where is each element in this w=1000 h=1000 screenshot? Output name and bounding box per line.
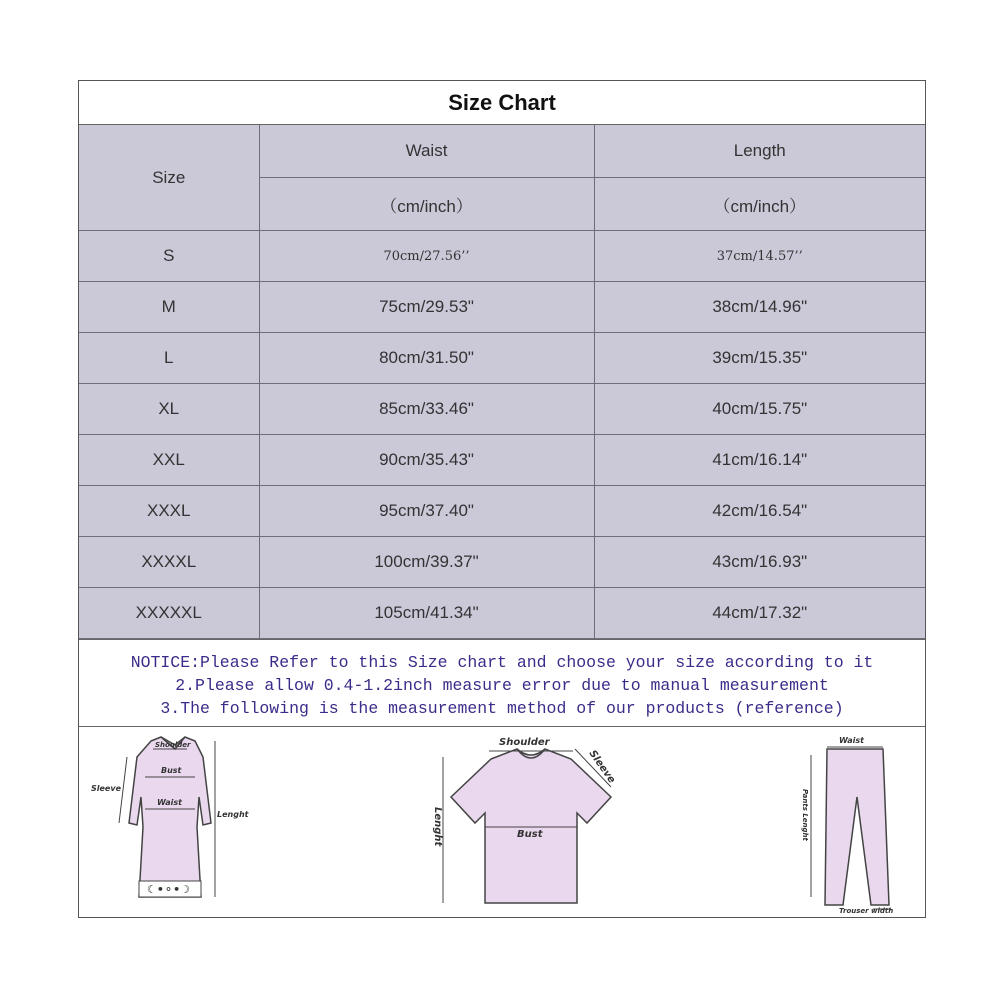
size-cell: L	[79, 333, 259, 384]
header-row	[79, 125, 925, 178]
waist-cell: 95cm/37.40"	[259, 486, 594, 537]
tshirt-sleeve-label: Sleeve	[586, 748, 618, 786]
notice-line: 3.The following is the measurement method of our products (reference)	[160, 699, 844, 718]
dress-length-label: Lenght	[217, 810, 249, 819]
length-cell: 37cm/14.57’’	[594, 231, 925, 282]
size-cell: XXXL	[79, 486, 259, 537]
waist-cell: 70cm/27.56’’	[259, 231, 594, 282]
waist-cell: 90cm/35.43"	[259, 435, 594, 486]
length-unit: （cm/inch）	[594, 178, 925, 231]
table-row	[79, 231, 925, 282]
size-chart-title: Size Chart	[79, 81, 925, 125]
length-cell: 38cm/14.96"	[594, 282, 925, 333]
dress-shoulder-label: Shoulder	[155, 741, 191, 749]
size-header: Size	[79, 125, 259, 231]
tshirt-length-label: Lenght	[432, 807, 443, 847]
waist-cell: 85cm/33.46"	[259, 384, 594, 435]
waist-cell: 75cm/29.53"	[259, 282, 594, 333]
size-table	[79, 125, 925, 639]
size-cell: XXXXXL	[79, 588, 259, 639]
waist-cell: 80cm/31.50"	[259, 333, 594, 384]
pants-waist-label: Waist	[839, 736, 865, 745]
table-row	[79, 537, 925, 588]
length-cell: 40cm/15.75"	[594, 384, 925, 435]
dress-diagram	[91, 737, 250, 897]
pants-diagram	[801, 736, 893, 915]
table-row	[79, 384, 925, 435]
length-cell: 39cm/15.35"	[594, 333, 925, 384]
size-cell: S	[79, 231, 259, 282]
table-row	[79, 282, 925, 333]
notice-line: 2.Please allow 0.4-1.2inch measure error due to manual measurement	[175, 676, 829, 695]
table-row	[79, 435, 925, 486]
pants-length-label: Pants Lenght	[801, 789, 809, 841]
waist-cell: 105cm/41.34"	[259, 588, 594, 639]
tshirt-shoulder-label: Shoulder	[499, 737, 550, 748]
table-row	[79, 333, 925, 384]
length-cell: 44cm/17.32"	[594, 588, 925, 639]
size-cell: XL	[79, 384, 259, 435]
tshirt-bust-label: Bust	[517, 829, 543, 840]
table-row	[79, 486, 925, 537]
dress-shape	[129, 737, 211, 897]
tshirt-shape	[451, 749, 611, 903]
measurement-diagrams	[79, 727, 925, 917]
dress-bust-label: Bust	[161, 766, 182, 775]
pants-width-label: Trouser width	[839, 907, 894, 915]
size-cell: M	[79, 282, 259, 333]
waist-header: Waist	[259, 125, 594, 178]
length-cell: 42cm/16.54"	[594, 486, 925, 537]
notice-line: NOTICE:Please Refer to this Size chart and choose your size according to it	[130, 653, 874, 672]
pants-shape	[825, 749, 889, 905]
size-cell: XXXXL	[79, 537, 259, 588]
size-chart-frame	[78, 80, 926, 918]
dress-waist-label: Waist	[157, 798, 183, 807]
size-cell: XXL	[79, 435, 259, 486]
table-row	[79, 588, 925, 639]
length-cell: 41cm/16.14"	[594, 435, 925, 486]
dress-sleeve-label: Sleeve	[91, 784, 121, 793]
svg-text:☾•⚬•☽: ☾•⚬•☽	[147, 883, 191, 896]
waist-unit: （cm/inch）	[259, 178, 594, 231]
notice-box	[79, 639, 925, 727]
tshirt-diagram	[432, 737, 617, 903]
waist-cell: 100cm/39.37"	[259, 537, 594, 588]
length-cell: 43cm/16.93"	[594, 537, 925, 588]
length-header: Length	[594, 125, 925, 178]
